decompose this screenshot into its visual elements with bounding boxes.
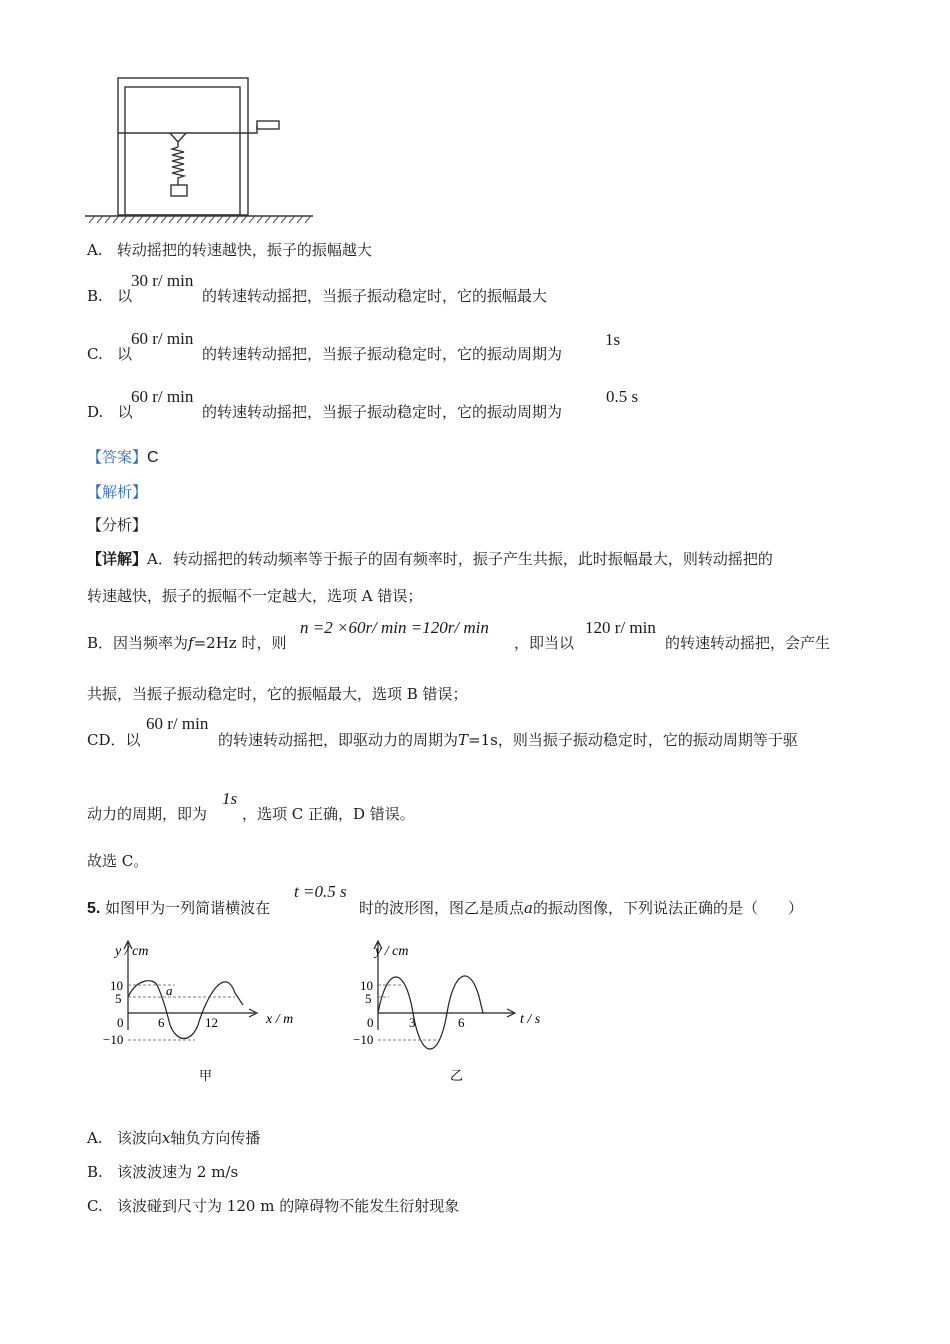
option-letter: A. [87, 241, 103, 259]
option-b [87, 285, 132, 306]
question-number: 5. [87, 900, 101, 917]
detail-line-7: 故选 C。 [87, 852, 149, 870]
vibration-graph-yi [345, 935, 555, 1090]
formula-60rpm: 60 r/ min [146, 714, 209, 733]
tick-t-6: 6 [458, 1015, 465, 1030]
symbol-f: f [188, 634, 194, 652]
option-text: 该波波速为 2 m/s [117, 1163, 239, 1181]
option-text: 的转速转动摇把，当振子振动稳定时，它的振动周期为 [202, 345, 563, 363]
detail-text: =1s，则当振子振动稳定时，它的振动周期等于驱 [468, 731, 798, 749]
tick-y-5: 5 [115, 991, 122, 1006]
formula-t: t =0.5 s [294, 882, 347, 901]
option-text: 轴负方向传播 [170, 1129, 261, 1147]
detail-text: ，选项 C 正确，D 错误。 [242, 805, 415, 823]
answer-line [87, 446, 159, 467]
q5-option-b [87, 1161, 238, 1182]
option-letter: D. [87, 403, 104, 421]
graph-caption: 乙 [450, 1068, 464, 1083]
option-d [87, 401, 133, 422]
q5-option-c [87, 1195, 459, 1216]
stem-text: 如图甲为一列简谐横波在 [105, 899, 271, 917]
fenxi-label: 【分析】 [87, 516, 148, 534]
detail-line-1 [87, 548, 773, 569]
formula-1s: 1s [222, 789, 238, 808]
q5-stem [87, 897, 270, 918]
formula-1s: 1s [605, 330, 621, 349]
detail-text: 的转速转动摇把，会产生 [665, 634, 831, 652]
option-pre: 以 [117, 287, 133, 305]
detail-line-3 [87, 632, 286, 653]
option-text: 该波向 [116, 1129, 162, 1147]
answer-value: C [147, 449, 159, 466]
option-text: 转动摇把的转速越快，振子的振幅越大 [116, 241, 372, 259]
tick-t-3: 3 [409, 1015, 416, 1030]
symbol-x: x [161, 1129, 171, 1147]
formula-n: n =2 ×60r/ min =120r/ min [300, 618, 489, 637]
option-text: 的转速转动摇把，当振子振动稳定时，它的振幅最大 [202, 287, 548, 305]
axis-label-t: t / s [520, 1012, 541, 1027]
option-letter: A. [87, 1129, 103, 1147]
detail-label: 【详解】 [87, 550, 148, 568]
detail-line-4: 共振，当振子振动稳定时，它的振幅最大，选项 B 错误； [87, 685, 468, 703]
option-letter: C. [87, 345, 103, 363]
tick-origin: 0 [117, 1015, 124, 1030]
axis-label-y: y / cm [115, 944, 149, 959]
formula-60rpm: 60 r/ min [131, 329, 194, 348]
detail-text: B．因当频率为 [87, 634, 189, 652]
formula-30rpm: 30 r/ min [131, 271, 194, 290]
detail-text: ，即当以 [514, 634, 575, 652]
tick-y-10: 10 [110, 978, 123, 993]
tick-x-12: 12 [205, 1015, 218, 1030]
detail-text: =2Hz 时，则 [193, 634, 287, 652]
detail-line-5b [218, 729, 798, 750]
option-pre: 以 [117, 403, 133, 421]
symbol-a: a [524, 899, 533, 917]
option-a [87, 239, 372, 260]
formula-0-5s: 0.5 s [606, 387, 639, 406]
answer-label: 【答案】 [87, 448, 148, 466]
axis-label-y: y / cm [375, 944, 409, 959]
tick-y-5: 5 [365, 991, 372, 1006]
detail-line-5: CD．以 [87, 731, 141, 749]
graph-caption: 甲 [199, 1068, 213, 1083]
option-c [87, 343, 132, 364]
symbol-t: T [458, 731, 469, 749]
tick-x-6: 6 [158, 1015, 165, 1030]
axis-label-x: x / m [266, 1012, 294, 1027]
detail-text: A．转动摇把的转动频率等于振子的固有频率时，振子产生共振，此时振幅最大，则转动摇把的 [147, 550, 773, 568]
oscillator-apparatus-figure [85, 75, 320, 225]
option-text: 该波碰到尺寸为 120 m 的障碍物不能发生衍射现象 [117, 1197, 460, 1215]
option-letter: B. [87, 1163, 103, 1181]
tick-y-neg10: −10 [353, 1032, 374, 1047]
option-letter: C. [87, 1197, 103, 1215]
detail-text: 的转速转动摇把，即驱动力的周期为 [218, 731, 459, 749]
analysis-label: 【解析】 [87, 483, 148, 501]
formula-120rpm: 120 r/ min [585, 618, 656, 637]
option-pre: 以 [117, 345, 133, 363]
option-letter: B. [87, 287, 103, 305]
option-text: 的转速转动摇把，当振子振动稳定时，它的振动周期为 [202, 403, 563, 421]
detail-line-6: 动力的周期，即为 [87, 805, 208, 823]
tick-origin: 0 [367, 1015, 374, 1030]
tick-y-10: 10 [360, 978, 373, 993]
stem-text: 时的波形图，图乙是质点 [359, 899, 525, 917]
formula-60rpm: 60 r/ min [131, 387, 194, 406]
q5-option-a [87, 1127, 260, 1148]
wave-graph-jia [95, 935, 310, 1090]
detail-line-2: 转速越快，振子的振幅不一定越大，选项 A 错误； [87, 587, 423, 605]
point-a-label: a [166, 983, 173, 998]
stem-text: 的振动图像，下列说法正确的是（ ） [532, 899, 803, 917]
tick-y-neg10: −10 [103, 1032, 124, 1047]
q5-stem-2 [359, 897, 803, 918]
